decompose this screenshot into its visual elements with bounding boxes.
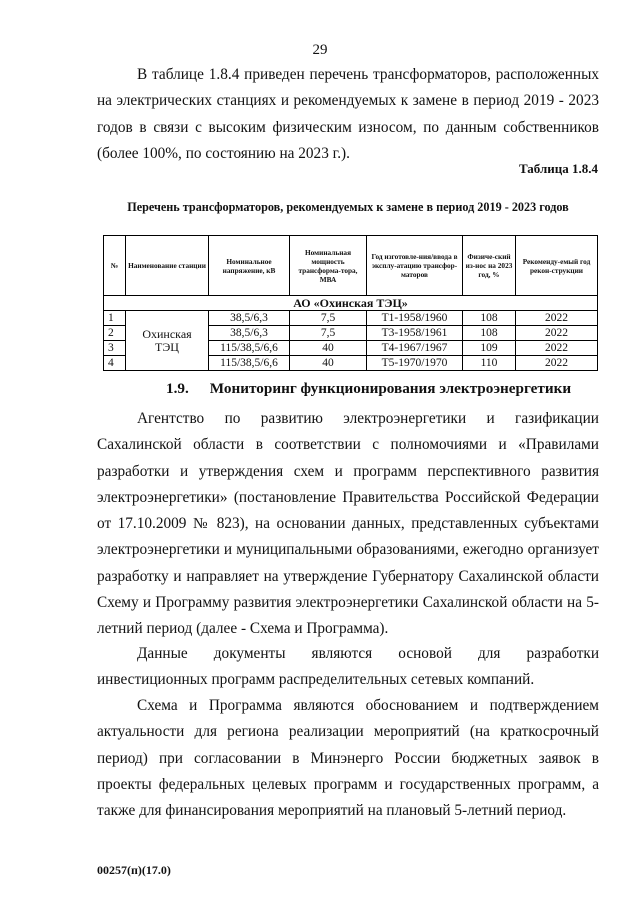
cell-reconstruction: 2022 bbox=[516, 341, 598, 356]
section-title: Мониторинг функционирования электроэнергетики bbox=[209, 380, 572, 397]
intro-paragraph: В таблице 1.8.4 приведен перечень трансформаторов, расположенных на электрических станциях и рекомендуемых к замене в период 2019 - 2023 годов в связи с высоким физическим износом, по данным собственников (более 100%, по состоянию на 2023 г.). bbox=[97, 66, 599, 162]
cell-num: 3 bbox=[104, 341, 126, 356]
cell-year: Т4-1967/1967 bbox=[367, 341, 463, 356]
cell-power: 7,5 bbox=[290, 326, 367, 341]
header-power: Номинальная мощность трансформа-тора, МВА bbox=[290, 236, 367, 296]
cell-power: 40 bbox=[290, 356, 367, 371]
table-title: Перечень трансформаторов, рекомендуемых к замене в период 2019 - 2023 годов bbox=[127, 200, 569, 214]
header-wear: Физиче-ский из-нос на 2023 год, % bbox=[463, 236, 516, 296]
cell-year: Т3-1958/1961 bbox=[367, 326, 463, 341]
cell-wear: 108 bbox=[463, 326, 516, 341]
table-group-row bbox=[104, 296, 598, 311]
header-year: Год изготовле-ния/ввода в эксплу-атацию трансфор-маторов bbox=[367, 236, 463, 296]
cell-station: Охинская ТЭЦ bbox=[126, 311, 209, 371]
cell-voltage: 38,5/6,3 bbox=[209, 311, 290, 326]
cell-reconstruction: 2022 bbox=[516, 326, 598, 341]
cell-reconstruction: 2022 bbox=[516, 311, 598, 326]
footer-code: 00257(п)(17.0) bbox=[97, 863, 171, 877]
cell-voltage: 115/38,5/6,6 bbox=[209, 356, 290, 371]
cell-num: 2 bbox=[104, 326, 126, 341]
section-heading bbox=[166, 380, 571, 398]
header-reconstruction: Рекоменду-емый год рекон-струкции bbox=[516, 236, 598, 296]
cell-reconstruction: 2022 bbox=[516, 356, 598, 371]
body-paragraph: Данные документы являются основой для разработки инвестиционных программ распределительных сетевых компаний. bbox=[97, 645, 599, 689]
header-num: № bbox=[104, 236, 126, 296]
header-station: Наименование станции bbox=[126, 236, 209, 296]
section-number: 1.9. bbox=[166, 380, 189, 397]
cell-power: 7,5 bbox=[290, 311, 367, 326]
cell-wear: 109 bbox=[463, 341, 516, 356]
page-number: 29 bbox=[312, 42, 328, 58]
cell-voltage: 115/38,5/6,6 bbox=[209, 341, 290, 356]
table-label: Таблица 1.8.4 bbox=[518, 161, 598, 176]
group-title: АО «Охинская ТЭЦ» bbox=[104, 296, 598, 311]
cell-num: 1 bbox=[104, 311, 126, 326]
transformers-table bbox=[103, 235, 598, 371]
cell-wear: 110 bbox=[463, 356, 516, 371]
table-header-row bbox=[104, 236, 598, 296]
body-paragraph: Агентство по развитию электроэнергетики и газификации Сахалинской области в соответствии с полномочиями и «Правилами разработки и утверждения схем и программ перспективного развития электроэнергетики» (постановление Правительства Российской Федерации от 17.10.2009 № 823), на основании данных, представленных субъектами электроэнергетики и муниципальными образованиями, ежегодно организует разработку и направляет на утверждение Губернатору Сахалинской области Схему и Программу развития электроэнергетики Сахалинской области на 5-летний период (далее - Схема и Программа). bbox=[97, 410, 599, 638]
cell-year: Т1-1958/1960 bbox=[367, 311, 463, 326]
cell-wear: 108 bbox=[463, 311, 516, 326]
cell-voltage: 38,5/6,3 bbox=[209, 326, 290, 341]
header-voltage: Номинальное напряжение, кВ bbox=[209, 236, 290, 296]
cell-power: 40 bbox=[290, 341, 367, 356]
cell-num: 4 bbox=[104, 356, 126, 371]
cell-year: Т5-1970/1970 bbox=[367, 356, 463, 371]
table-row bbox=[104, 311, 598, 326]
body-paragraph: Схема и Программа являются обоснованием и подтверждением актуальности для региона реализации мероприятий (на краткосрочный период) при согласовании в Минэнерго России бюджетных заявок в проекты федеральных целевых программ и государственных программ, а также для финансирования мероприятий на плановый 5-летний период. bbox=[97, 697, 599, 820]
